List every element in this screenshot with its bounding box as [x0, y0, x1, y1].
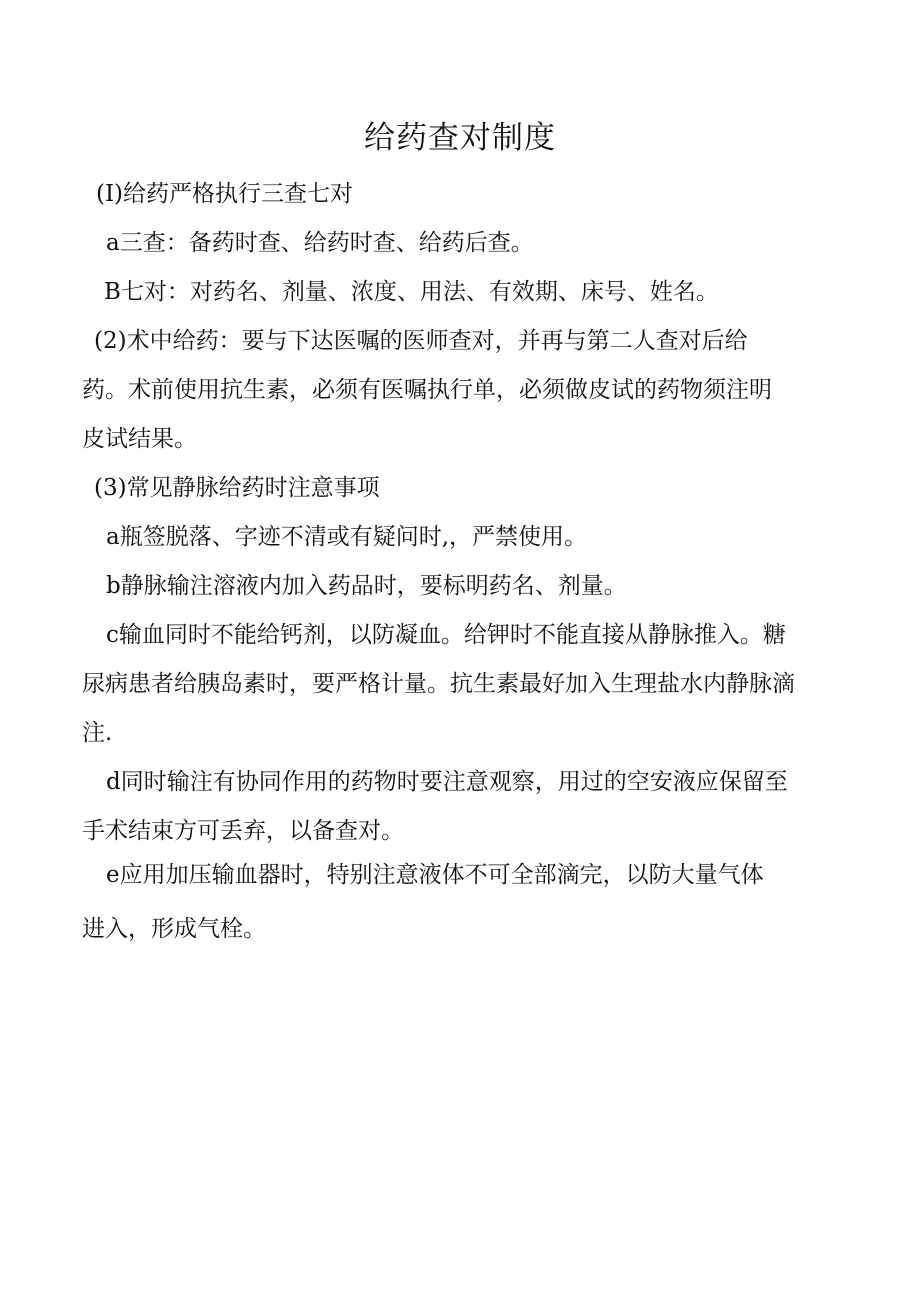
text-line-1: (I)给药严格执行三查七对	[96, 181, 354, 207]
text-line-6: 皮试结果。	[82, 426, 197, 452]
text-line-14: 手术结束方可丢弃，以备查对。	[82, 818, 404, 844]
text-line-10: c输血同时不能给钙剂，以防凝血。给钾时不能直接从静脉推入。糖	[106, 622, 786, 648]
text-line-15: e应用加压输血器时，特别注意液体不可全部滴完，以防大量气体	[106, 862, 764, 888]
document-title: 给药查对制度	[364, 120, 556, 156]
text-line-8: a瓶签脱落、字迹不清或有疑问时,，严禁使用。	[106, 524, 588, 550]
text-line-16: 进入，形成气栓。	[82, 916, 266, 942]
text-line-4: (2)术中给药：要与下达医嘱的医师查对，并再与第二人查对后给	[94, 328, 748, 354]
text-line-9: b静脉输注溶液内加入药品时，要标明药名、剂量。	[106, 573, 627, 599]
text-line-11: 尿病患者给胰岛素时，要严格计量。抗生素最好加入生理盐水内静脉滴	[82, 671, 795, 697]
text-line-5: 药。术前使用抗生素，必须有医嘱执行单，必须做皮试的药物须注明	[82, 377, 772, 403]
text-line-12: 注.	[82, 720, 113, 746]
text-line-7: (3)常见静脉给药时注意事项	[94, 475, 380, 501]
text-line-2: a三查：备药时查、给药时查、给药后查。	[106, 230, 534, 256]
text-line-13: d同时输注有协同作用的药物时要注意观察，用过的空安液应保留至	[106, 769, 788, 795]
text-line-3: B七对：对药名、剂量、浓度、用法、有效期、床号、姓名。	[104, 279, 719, 305]
